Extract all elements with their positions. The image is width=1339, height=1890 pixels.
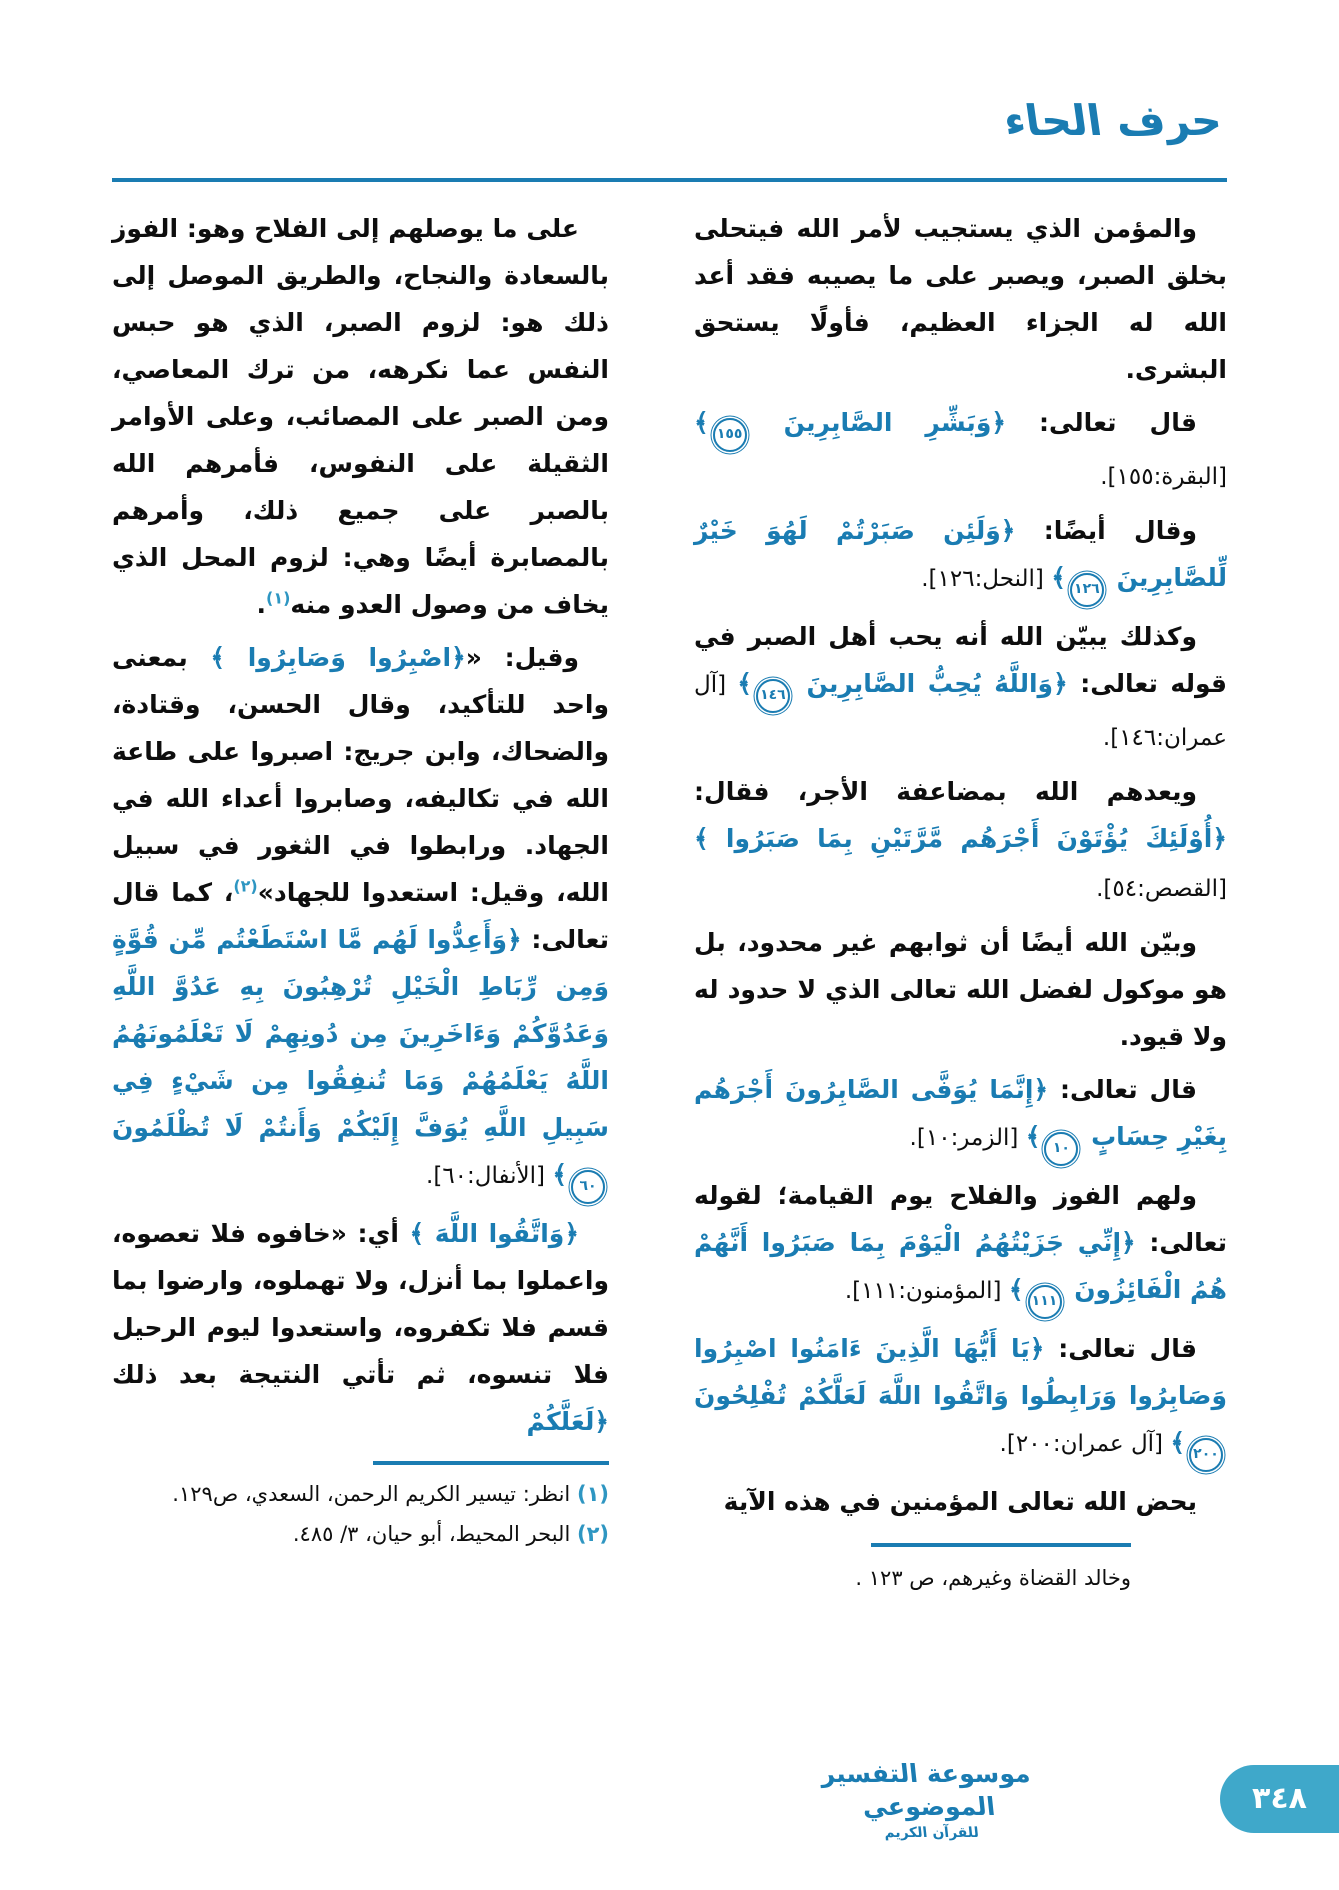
footnote-marker: (١) xyxy=(266,588,291,608)
body-text: قال تعالى: xyxy=(1006,408,1198,437)
verse-reference: [البقرة:١٥٥]. xyxy=(1100,464,1227,490)
paragraph-with-verse xyxy=(694,768,1227,913)
quran-verse: ﴿وَلَئِن صَبَرْتُمْ لَهُوَ خَيْرٌ لِّلصَّابِرِينَ xyxy=(694,516,1227,592)
ayah-number-medallion: ١٤٦ xyxy=(756,679,790,713)
body-text: ولهم الفوز والفلاح يوم القيامة؛ لقوله تعالى: xyxy=(694,1181,1227,1257)
paragraph xyxy=(694,1478,1227,1525)
verse-reference: [آل عمران:٢٠٠]. xyxy=(999,1431,1171,1457)
quran-verse: ﴿وَبَشِّرِ الصَّابِرِينَ xyxy=(750,408,1007,437)
body-text: على ما يوصلهم إلى الفلاح وهو: الفوز بالسعادة والنجاح، والطريق الموصل إلى ذلك هو: لزوم الصبر، الذي هو حبس النفس عما نكرهه، من ترك المعاصي، ومن الصبر على المصائب، وعلى الأوامر الثقيلة على النفوس، فأمرهم الله بالصبر على جميع ذلك، وأمرهم بالمصابرة أيضًا وهي: لزوم المحل الذي يخاف من وصول العدو منه xyxy=(112,214,609,619)
header-divider xyxy=(112,178,1227,182)
footnote-number: (٢) xyxy=(576,1522,609,1546)
page-number-badge xyxy=(1220,1765,1339,1833)
quran-verse: ﴿أُوْلَئِكَ يُؤْتَوْنَ أَجْرَهُم مَّرَّتَيْنِ بِمَا صَبَرُوا ﴾ xyxy=(694,824,1227,853)
verse-close-bracket: ﴾ xyxy=(1170,1428,1185,1457)
verse-close-bracket: ﴾ xyxy=(1025,1122,1041,1151)
body-text: قال تعالى: xyxy=(1044,1334,1197,1363)
verse-close-bracket: ﴾ xyxy=(1008,1275,1024,1304)
verse-reference: [آل عمران:١٤٦]. xyxy=(694,672,1227,751)
footnote-divider xyxy=(871,1543,1131,1547)
verse-close-bracket: ﴾ xyxy=(552,1160,567,1189)
paragraph-with-verse xyxy=(694,1172,1227,1319)
footnote-continuation: وخالد القضاة وغيرهم، ص ١٢٣ . xyxy=(855,1566,1131,1590)
verse-close-bracket: ﴾ xyxy=(694,408,709,437)
verse-close-bracket: ﴾ xyxy=(737,669,752,698)
ayah-number-medallion: ١٥٥ xyxy=(713,418,747,452)
verse-reference: [النحل:١٢٦]. xyxy=(921,566,1052,592)
body-text: وقيل: « xyxy=(465,643,579,672)
footnote xyxy=(112,1475,609,1513)
footnote xyxy=(112,1515,609,1553)
body-text: ويعدهم الله بمضاعفة الأجر، فقال: xyxy=(694,777,1197,806)
quran-verse: ﴿إِنِّي جَزَيْتُهُمُ الْيَوْمَ بِمَا صَبَرُوا أَنَّهُمْ هُمُ الْفَائِزُونَ xyxy=(694,1228,1227,1304)
publisher-logo xyxy=(814,1758,1043,1841)
paragraph-with-verse xyxy=(112,1210,609,1445)
body-text: ، كما قال تعالى: xyxy=(112,878,609,954)
quran-verse: ﴿وَاللَّهُ يُحِبُّ الصَّابِرِينَ xyxy=(793,669,1068,698)
paragraph xyxy=(112,205,609,628)
column-left xyxy=(112,205,609,1555)
paragraph-with-verse xyxy=(694,399,1227,501)
footnote-number: (١) xyxy=(576,1482,609,1506)
column-right xyxy=(694,205,1227,1597)
paragraph-with-verse xyxy=(694,1325,1227,1472)
quran-verse: ﴿اصْبِرُوا وَصَابِرُوا ﴾ xyxy=(210,643,466,672)
ayah-number-medallion: ١٠ xyxy=(1044,1132,1078,1166)
verse-reference: [المؤمنون:١١١]. xyxy=(844,1278,1009,1304)
paragraph-with-verse xyxy=(694,507,1227,607)
body-text: قال تعالى: xyxy=(1048,1075,1197,1104)
ayah-number-medallion: ١٢٦ xyxy=(1070,573,1104,607)
quran-verse: ﴿لَعَلَّكُمْ xyxy=(526,1407,609,1436)
footnote-text: انظر: تيسير الكريم الرحمن، السعدي، ص١٢٩. xyxy=(172,1482,577,1506)
body-text: وقال أيضًا: xyxy=(1015,516,1198,545)
verse-reference: [الزمر:١٠]. xyxy=(909,1125,1026,1151)
paragraph-with-verse xyxy=(112,634,609,1204)
footnote-divider xyxy=(373,1461,609,1465)
ayah-number-medallion: ٦٠ xyxy=(571,1170,605,1204)
publisher-logo-subtitle: للقرآن الكريم xyxy=(883,1825,980,1841)
verse-close-bracket: ﴾ xyxy=(1051,563,1066,592)
paragraph xyxy=(694,205,1227,393)
quran-verse: ﴿إِنَّمَا يُوَفَّى الصَّابِرُونَ أَجْرَهُم بِغَيْرِ حِسَابٍ xyxy=(694,1075,1227,1151)
verse-reference: [الأنفال:٦٠]. xyxy=(426,1163,553,1189)
footnote-marker: (٢) xyxy=(233,876,258,896)
body-text: وكذلك يبيّن الله أنه يحب أهل الصبر في قوله تعالى: xyxy=(694,622,1227,698)
body-text: أي: «خافوه فلا تعصوه، واعملوا بما أنزل، ولا تهملوه، وارضوا بما قسم فلا تكفروه، واستعدوا ليوم الرحيل فلا تنسوه، ثم تأتي النتيجة بعد ذلك xyxy=(112,1219,609,1389)
page-number: ٣٤٨ xyxy=(1252,1781,1307,1816)
body-text: وبيّن الله أيضًا أن ثوابهم غير محدود، بل هو موكول لفضل الله تعالى الذي لا حدود له ولا قيود. xyxy=(694,928,1227,1051)
quran-verse: ﴿يَا أَيُّهَا الَّذِينَ ءَامَنُوا اصْبِرُوا وَصَابِرُوا وَرَابِطُوا وَاتَّقُوا اللَّهَ لَعَلَّكُمْ تُفْلِحُونَ xyxy=(694,1334,1227,1410)
ayah-number-medallion: ١١١ xyxy=(1028,1285,1062,1319)
ayah-number-medallion: ٢٠٠ xyxy=(1189,1438,1223,1472)
quran-verse: ﴿وَاتَّقُوا اللَّهَ ﴾ xyxy=(409,1219,579,1248)
paragraph xyxy=(694,919,1227,1060)
paragraph-with-verse xyxy=(694,1066,1227,1166)
footnote-text: البحر المحيط، أبو حيان، ٣/ ٤٨٥. xyxy=(292,1522,577,1546)
body-text: بمعنى واحد للتأكيد، وقال الحسن، وقتادة، والضحاك، وابن جريج: اصبروا على طاعة الله في تكاليفه، وصابروا أعداء الله في الجهاد. ورابطوا في الثغور في سبيل الله، وقيل: استعدوا للجهاد» xyxy=(112,643,609,907)
paragraph-with-verse xyxy=(694,613,1227,762)
quran-verse-long: ﴿وَأَعِدُّوا لَهُم مَّا اسْتَطَعْتُم مِّن قُوَّةٍ وَمِن رِّبَاطِ الْخَيْلِ تُرْهِبُونَ بِهِ عَدُوَّ اللَّهِ وَعَدُوَّكُمْ وَءَاخَرِينَ مِن دُونِهِمْ لَا تَعْلَمُونَهُمُ اللَّهُ يَعْلَمُهُمْ وَمَا تُنفِقُوا مِن شَيْءٍ فِي سَبِيلِ اللَّهِ يُوَفَّ إِلَيْكُمْ وَأَنتُمْ لَا تُظْلَمُونَ xyxy=(112,925,609,1142)
publisher-logo-title: موسوعة التفسير الموضوعي xyxy=(818,1759,1032,1821)
body-text: والمؤمن الذي يستجيب لأمر الله فيتحلى بخلق الصبر، ويصبر على ما يصيبه فقد أعد الله له الجزاء العظيم، فأولًا يستحق البشرى. xyxy=(694,214,1227,384)
chapter-title: حرف الحاء xyxy=(999,96,1225,145)
body-text: يحض الله تعالى المؤمنين في هذه الآية xyxy=(723,1487,1197,1516)
verse-reference: [القصص:٥٤]. xyxy=(1096,876,1227,902)
body-text: . xyxy=(256,590,267,619)
